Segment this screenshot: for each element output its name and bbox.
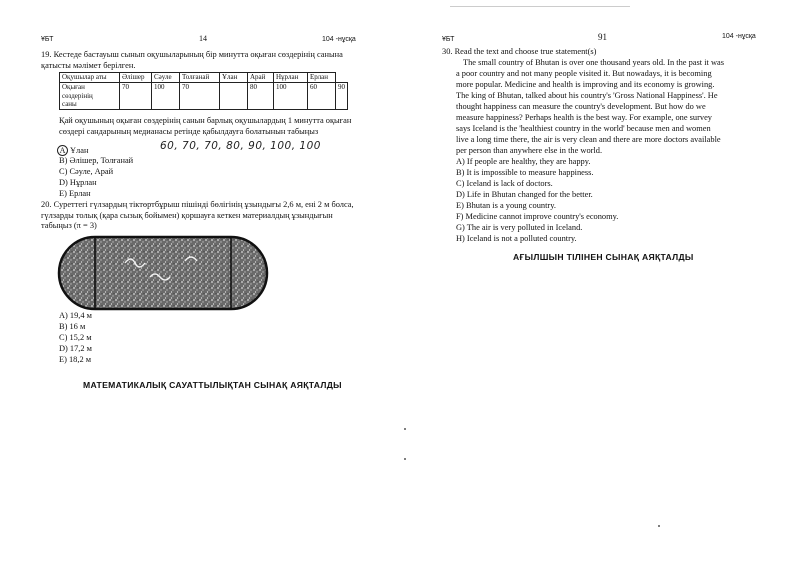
q30-option-c[interactable]: C) Iceland is lack of doctors.	[456, 179, 553, 188]
passage-line: more popular. Medicine and health is improving and its economy is growing.	[456, 80, 715, 89]
variant-label: 104 -нұсқа	[722, 33, 756, 40]
table-cell: 100	[274, 83, 308, 110]
header-left-label: ҰБТ	[442, 36, 455, 43]
q20-option-e[interactable]: E) 18,2 м	[59, 355, 92, 364]
q30-option-h[interactable]: H) Iceland is not a polluted country.	[456, 234, 577, 243]
passage-line: says Iceland is the 'healthiest country in the world' because men and women	[456, 124, 711, 133]
right-page	[400, 0, 800, 567]
q20-option-c[interactable]: C) 15,2 м	[59, 333, 92, 342]
table-row-label: Оқыған сөздерінің саны	[60, 83, 120, 110]
table-cell: 60	[308, 83, 336, 110]
q19-option-b[interactable]: B) Әлішер, Толғанай	[59, 156, 134, 165]
q19-option-d[interactable]: D) Нұрлан	[59, 178, 97, 187]
q19-option-e[interactable]: E) Ерлан	[59, 189, 91, 198]
q19-option-a[interactable]: A Ұлан	[57, 145, 88, 157]
q30-option-d[interactable]: D) Life in Bhutan changed for the better.	[456, 190, 593, 199]
table-cell: 90	[336, 83, 348, 110]
q20-option-a[interactable]: A) 19,4 м	[59, 311, 92, 320]
scan-edge-line	[450, 6, 630, 7]
header-left-label: ҰБТ	[41, 36, 54, 43]
passage-line: The small country of Bhutan is over one thousand years old. In the past it was	[463, 58, 724, 67]
page-number: 91	[598, 32, 607, 42]
table-cell: 70	[120, 83, 152, 110]
handwritten-note: 60, 70, 70, 80, 90, 100, 100	[160, 140, 321, 152]
passage-line: The king of Bhutan, talked about his country's 'Gross National Happiness'. He	[456, 91, 718, 100]
english-section-end-title: АҒЫЛШЫН ТІЛІНЕН СЫНАҚ АЯҚТАЛДЫ	[513, 252, 694, 262]
table-header-cell: Әлішер	[120, 73, 152, 83]
reading-table	[59, 72, 348, 110]
variant-label: 104 -нұсқа	[322, 36, 356, 43]
q20-option-b[interactable]: B) 16 м	[59, 322, 86, 331]
page-number: 14	[199, 34, 207, 43]
table-cell: 100	[152, 83, 180, 110]
q30-option-b[interactable]: B) It is impossible to measure happiness.	[456, 168, 594, 177]
passage-line: per person than anywhere else in the world.	[456, 146, 603, 155]
table-header-cell: Сәуле	[152, 73, 180, 83]
flowerbed-figure	[55, 233, 271, 313]
q19-option-c[interactable]: C) Сәуле, Арай	[59, 167, 114, 176]
math-section-end-title: МАТЕМАТИКАЛЫҚ САУАТТЫЛЫҚТАН СЫНАҚ АЯҚТАЛДЫ	[83, 380, 342, 390]
q30-option-f[interactable]: F) Medicine cannot improve country's economy.	[456, 212, 619, 221]
table-header-cell: Ұлан	[220, 73, 248, 83]
table-cell: 70	[180, 83, 220, 110]
q30-option-a[interactable]: A) If people are healthy, they are happy.	[456, 157, 591, 166]
question-30-instruction: 30. Read the text and choose true statement(s)	[442, 47, 597, 56]
passage-line: measure happiness? Perhaps health is the best way. For example, one survey	[456, 113, 712, 122]
question-19-text: 19. Кестеде бастауыш сынып оқушыларының бір минутта оқыған сөздерінің санына қатысты мәлімет берілген.	[41, 50, 343, 70]
passage-line: live a long time there, the air is very clean and there are more doctors available	[456, 135, 721, 144]
pi-note: (π = 3)	[73, 221, 97, 231]
scan-speck	[658, 525, 660, 527]
q30-option-g[interactable]: G) The air is very polluted in Iceland.	[456, 223, 583, 232]
table-header-cell: Оқушылар аты	[60, 73, 120, 83]
table-header-cell: Нұрлан	[274, 73, 308, 83]
table-header-cell: Ерлан	[308, 73, 336, 83]
table-header-row	[60, 73, 348, 83]
table-header-cell: Арай	[248, 73, 274, 83]
q30-option-e[interactable]: E) Bhutan is a young country.	[456, 201, 556, 210]
selected-answer-mark: A	[57, 145, 68, 156]
passage-line: a poor country and not many people visited it. But nowadays, it is becoming	[456, 69, 712, 78]
question-19-prompt: Қай оқушының оқыған сөздерінің санын барлық оқушылардың 1 минутта оқыған сөздері сандарының медианасы ретінде қабылдауға болатынын табыңыз	[59, 116, 352, 136]
question-20-text: 20. Суреттегі гүлзардың тіктөртбұрыш пішінді бөлігінің ұзындығы 2,6 м, ені 2 м болса, гүлзарды толық (қара сызық бойымен) қоршауға кеткен материалдың ұзындығын табыңыз (π = 3)	[41, 200, 354, 231]
table-cell	[220, 83, 248, 110]
table-cell: 80	[248, 83, 274, 110]
passage-line: thought happiness can measure the country's development. But how do we	[456, 102, 706, 111]
q20-option-d[interactable]: D) 17,2 м	[59, 344, 92, 353]
table-header-cell: Толғанай	[180, 73, 220, 83]
table-data-row	[60, 83, 348, 110]
